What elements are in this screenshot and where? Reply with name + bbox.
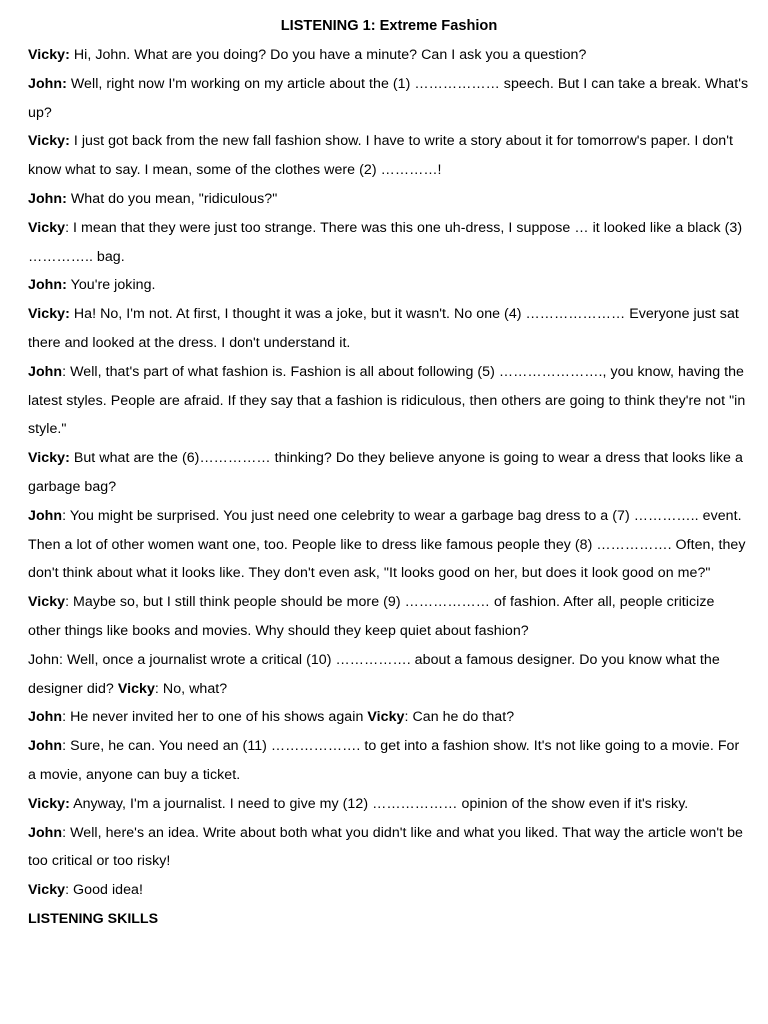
dialogue-text: : Maybe so, but I still think people should be more (9) ……………… of fashion. After all, people criticize other things like books and movies. Why should they keep quiet about fashion? [28,594,715,639]
dialogue-line-5 [28,214,750,272]
dialogue-text: : Well, that's part of what fashion is. Fashion is all about following (5) …………………., you know, having the latest styles. People are afraid. If they say that a fashion is ridiculous, then others are going to think they're not "in style." [28,363,746,438]
section-heading: LISTENING SKILLS [28,910,159,927]
speaker-label: John: [28,75,67,92]
dialogue-line-1 [28,41,750,70]
dialogue-text: : Can he do that? [404,709,515,726]
speaker-label: Vicky: [28,306,70,323]
dialogue-text: : Sure, he can. You need an (11) ………………. to get into a fashion show. It's not like going to a movie. For a movie, anyone can buy a ticket. [28,738,740,783]
speaker-label: Vicky [28,219,66,236]
dialogue-text: : Well, here's an idea. Write about both what you didn't like and what you liked. That way the article won't be too critical or too risky! [28,824,743,870]
dialogue-line-12 [28,646,750,704]
speaker-label: John: [28,277,67,294]
dialogue-line-3 [28,127,750,185]
speaker-label: Vicky [28,594,66,611]
dialogue-text: : Good idea! [65,882,143,899]
dialogue-line-2 [28,70,750,128]
dialogue-line-17 [28,876,750,905]
dialogue-line-6 [28,271,750,300]
speaker-label: Vicky: [28,133,70,150]
dialogue-text: But what are the (6)…………… thinking? Do they believe anyone is going to wear a dress that looks like a garbage bag? [28,450,743,495]
dialogue-text: What do you mean, "ridiculous?" [66,190,278,207]
dialogue-text: Well, right now I'm working on my article about the (1) ……………… speech. But I can take a break. What's up? [28,75,749,121]
dialogue-line-8 [28,358,750,444]
speaker-label: John [28,738,63,755]
speaker-label: John: [28,190,67,207]
speaker-label: John [28,709,63,726]
dialogue-line-10 [28,502,750,588]
dialogue-text: Anyway, I'm a journalist. I need to give my (12) ……………… opinion of the show even if it's risky. [69,795,689,812]
speaker-label: Vicky: [28,47,70,63]
dialogue-line-7 [28,300,750,358]
dialogue-line-13 [28,703,750,732]
speaker-label: Vicky: [28,450,70,467]
speaker-label: Vicky [367,709,405,726]
dialogue-text: : He never invited her to one of his shows again [62,709,368,726]
dialogue-text: Well, once a journalist wrote a critical (10) ……………. about a famous designer. Do you know what the designer did? [28,651,720,697]
dialogue-line-16 [28,819,750,877]
speaker-label: John [28,363,63,380]
dialogue-line-11 [28,588,750,646]
dialogue-text: I just got back from the new fall fashion show. I have to write a story about it for tomorrow's paper. I don't know what to say. I mean, some of the clothes were (2) …………! [28,133,733,179]
dialogue-text: : No, what? [154,680,228,697]
dialogue-text: : You might be surprised. You just need one celebrity to wear a garbage bag dress to a (7) ………….. event. Then a lot of other women want one, too. People like to dress like famous people they (8) ……………. Often, they don't think about what it looks like. They don't even ask, "It looks good on her, but does it look good on me?" [28,507,746,582]
speaker-label: John [28,824,63,841]
dialogue-line-4 [28,185,750,214]
document-page [28,14,750,934]
dialogue-text: : I mean that they were just too strange. There was this one uh-dress, I suppose … it looked like a black (3) ………….. bag. [28,219,743,265]
dialogue-text: You're joking. [66,277,156,294]
speaker-label: John [28,507,63,524]
dialogue-text: Ha! No, I'm not. At first, I thought it was a joke, but it wasn't. No one (4) ………………… Everyone just sat there and looked at the dress. I don't understand it. [28,306,739,351]
speaker-label: John: [28,651,63,668]
speaker-label: Vicky: [28,795,70,812]
document-title: LISTENING 1: Extreme Fashion [280,18,498,34]
dialogue-line-14 [28,732,750,790]
speaker-label: Vicky [117,680,155,697]
dialogue-line-9 [28,444,750,502]
dialogue-text: Hi, John. What are you doing? Do you have a minute? Can I ask you a question? [69,47,587,63]
speaker-label: Vicky [28,882,66,899]
dialogue-line-15 [28,790,750,819]
